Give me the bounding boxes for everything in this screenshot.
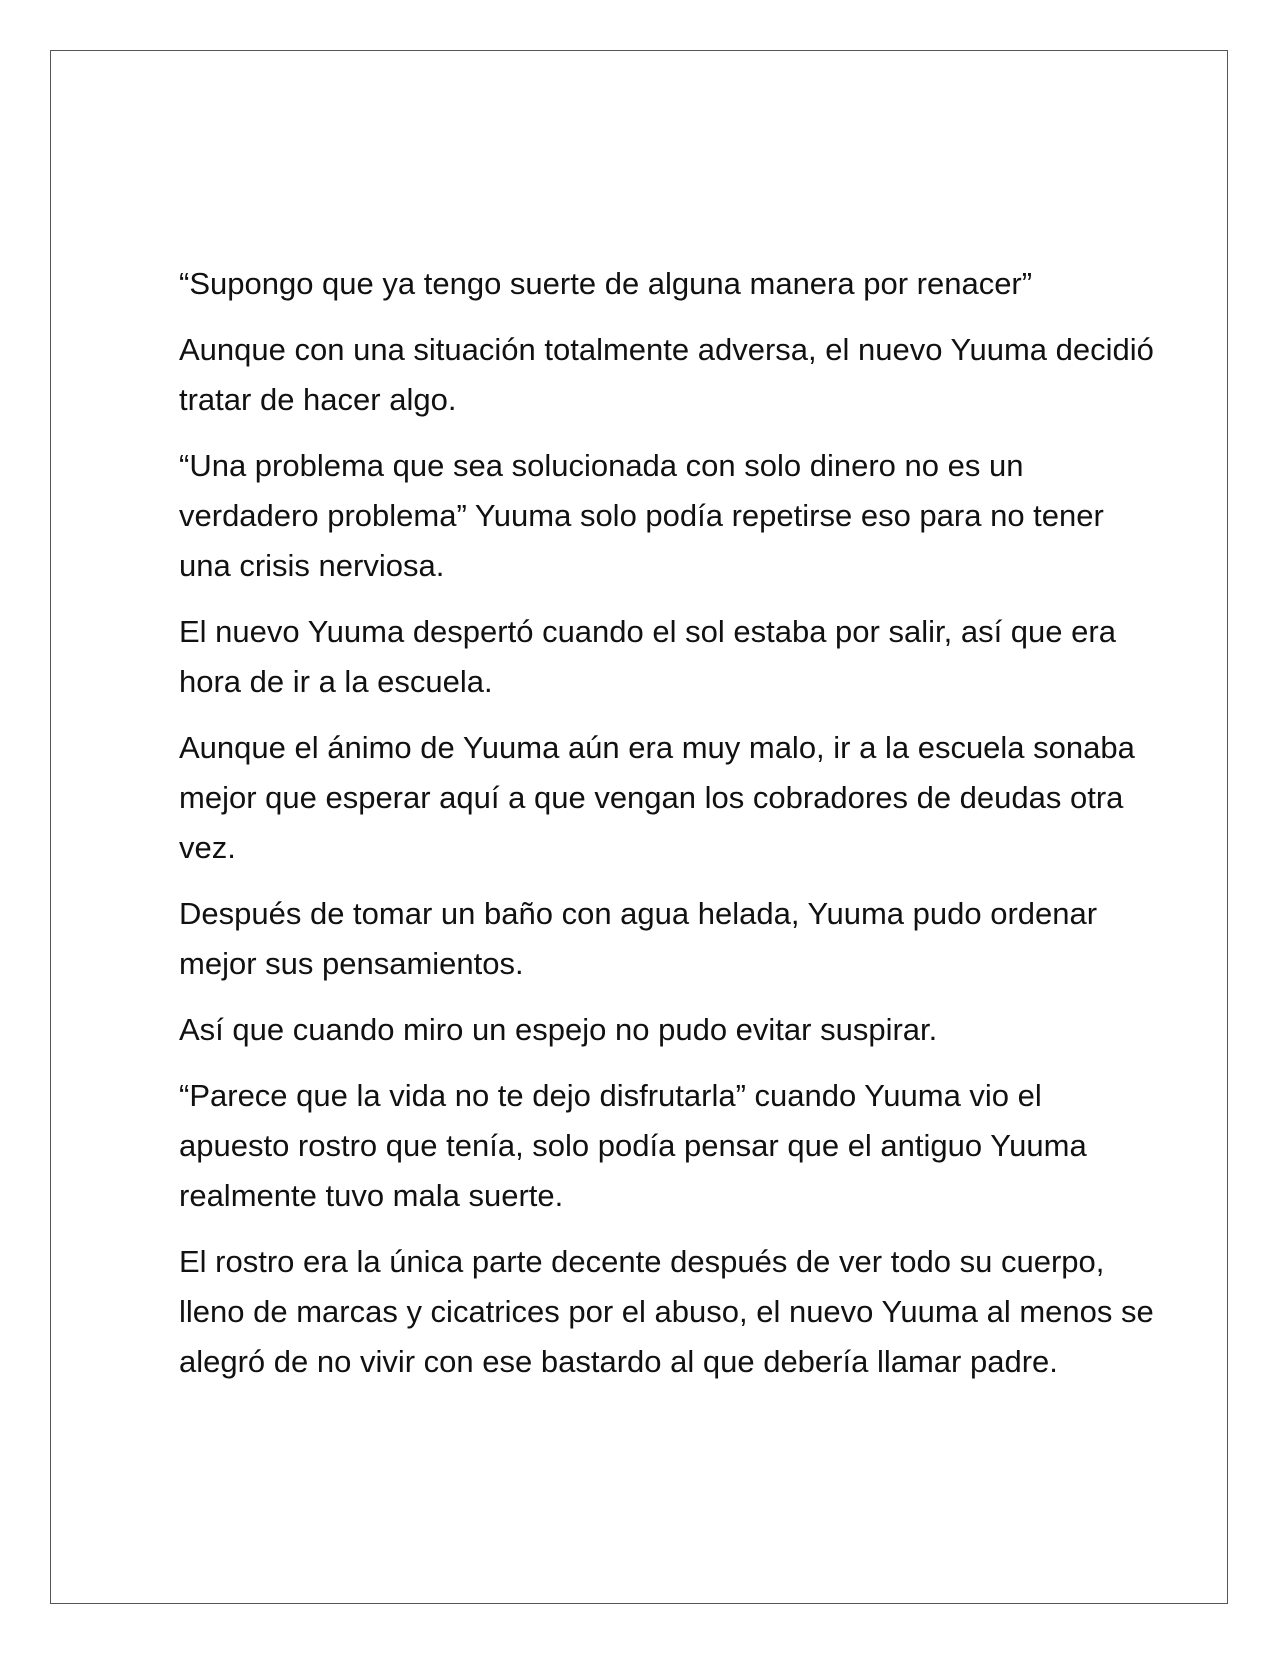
paragraph: “Una problema que sea solucionada con solo dinero no es un verdadero problema” Yuuma solo podía repetirse eso para no tener una crisis nerviosa. bbox=[179, 448, 1104, 583]
paragraph: Así que cuando miro un espejo no pudo evitar suspirar. bbox=[179, 1012, 938, 1047]
paragraph: Aunque el ánimo de Yuuma aún era muy malo, ir a la escuela sonaba mejor que esperar aquí a que vengan los cobradores de deudas otra vez. bbox=[179, 730, 1135, 865]
paragraph: El rostro era la única parte decente después de ver todo su cuerpo, lleno de marcas y cicatrices por el abuso, el nuevo Yuuma al menos se alegró de no vivir con ese bastardo al que debería llamar padre. bbox=[179, 1244, 1154, 1379]
paragraph: Después de tomar un baño con agua helada, Yuuma pudo ordenar mejor sus pensamientos. bbox=[179, 896, 1098, 981]
paragraph: “Supongo que ya tengo suerte de alguna manera por renacer” bbox=[179, 266, 1033, 301]
paragraph: El nuevo Yuuma despertó cuando el sol estaba por salir, así que era hora de ir a la escuela. bbox=[179, 614, 1116, 699]
paragraph: “Parece que la vida no te dejo disfrutarla” cuando Yuuma vio el apuesto rostro que tenía, solo podía pensar que el antiguo Yuuma realmente tuvo mala suerte. bbox=[179, 1078, 1087, 1213]
page-frame bbox=[50, 50, 1228, 1604]
document-body bbox=[179, 259, 1159, 1403]
paragraph: Aunque con una situación totalmente adversa, el nuevo Yuuma decidió tratar de hacer algo. bbox=[179, 332, 1154, 417]
